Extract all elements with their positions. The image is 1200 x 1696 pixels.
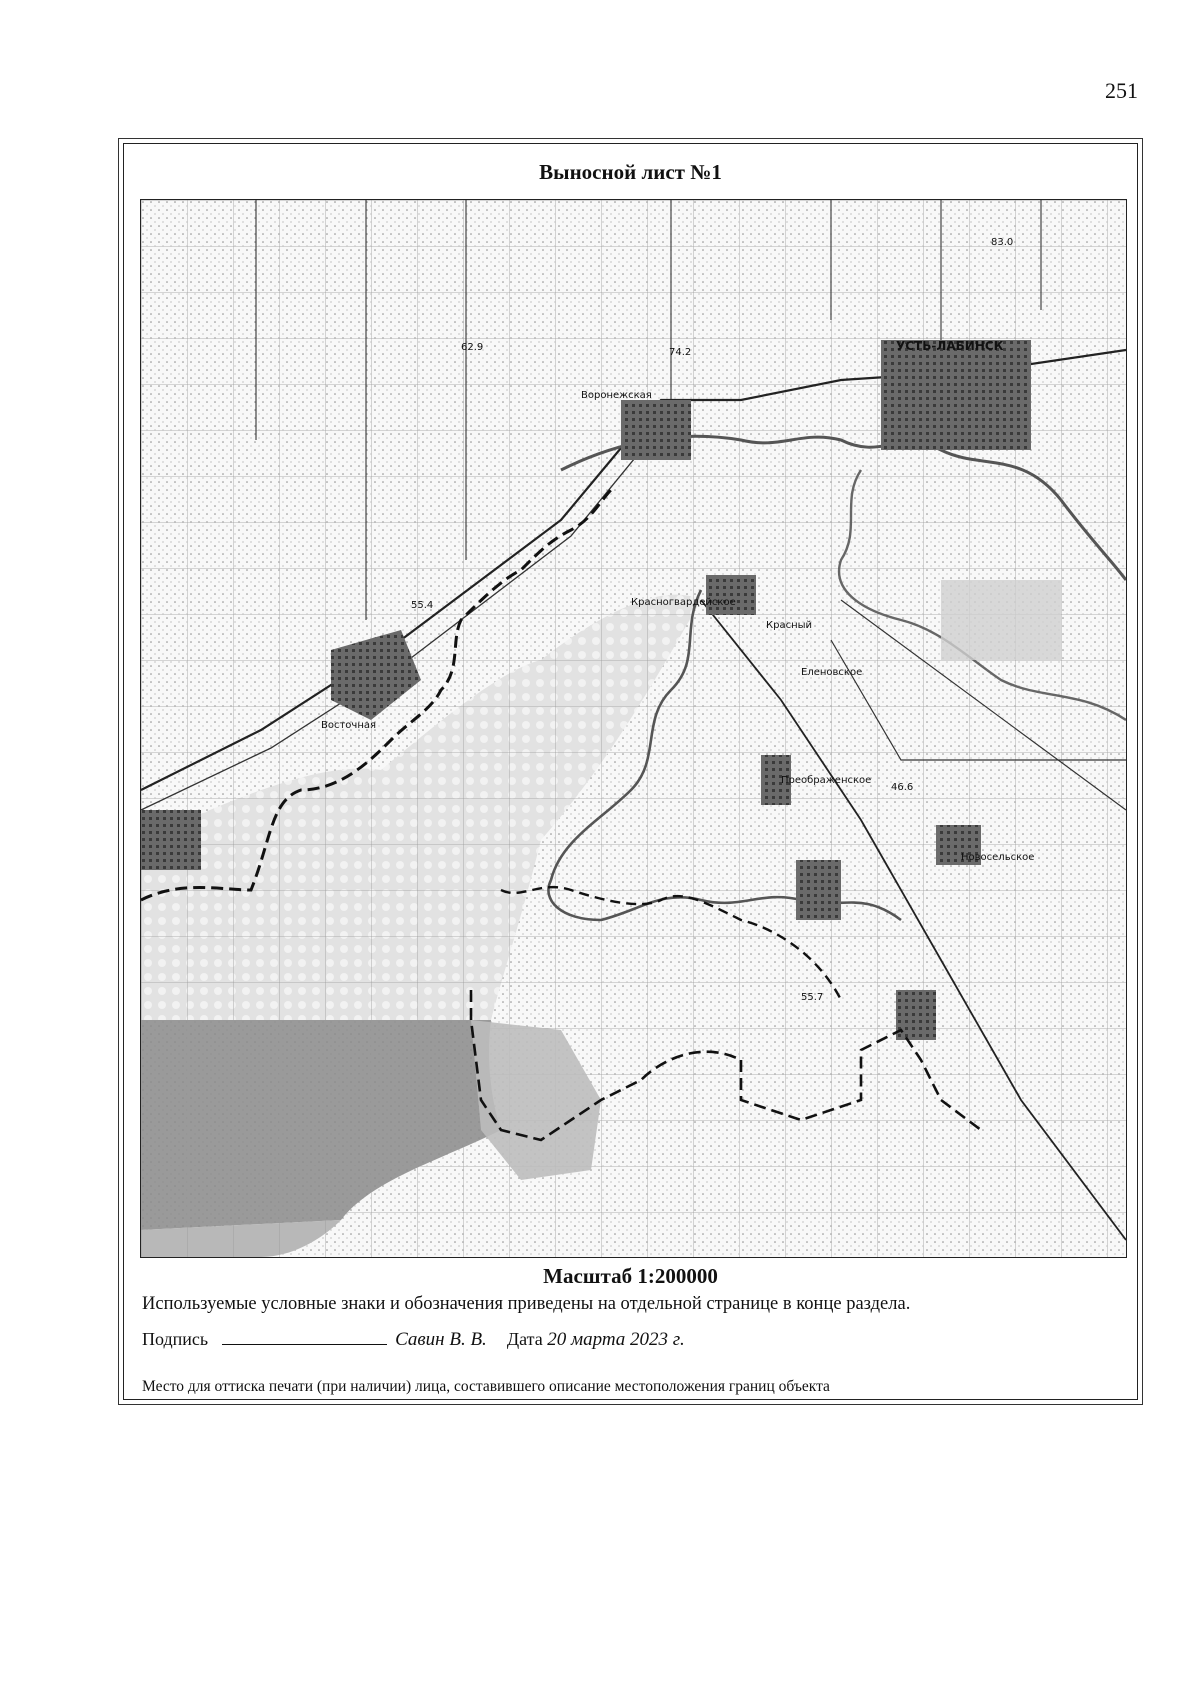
town-voronezhskaya — [621, 400, 691, 460]
town-west — [141, 810, 201, 870]
signer-name: Савин В. В. — [395, 1329, 487, 1350]
label-krasnyy: Красный — [766, 620, 813, 631]
map-canvas — [141, 200, 1126, 1257]
label-vostochnaya: Восточная — [321, 720, 377, 731]
spot-height: 55.4 — [411, 600, 434, 611]
town-beloe — [796, 860, 841, 920]
spot-height: 83.0 — [991, 237, 1014, 248]
label-voronezhskaya: Воронежская — [581, 390, 652, 401]
label-novoselskoe: Новосельское — [961, 852, 1035, 863]
sheet-frame-inner — [123, 143, 1138, 1400]
town-ust-labinsk — [881, 340, 1031, 450]
label-krasnogvardeyskoe: Красногвардейское — [631, 597, 736, 608]
airfield — [941, 580, 1061, 660]
label-ust-labinsk: УСТЬ-ЛАБИНСК — [896, 339, 1004, 353]
town-krasnogvardeyskoe — [706, 575, 756, 615]
legend-note: Используемые условные знаки и обозначения приведены на отдельной странице в конце раздела. — [142, 1294, 911, 1314]
stamp-note: Место для оттиска печати (при наличии) лица, составившего описание местоположения границ объекта — [142, 1378, 830, 1395]
signature-label: Подпись — [142, 1329, 209, 1349]
spot-height: 74.2 — [669, 347, 692, 358]
label-elenovskoe: Еленовское — [801, 667, 863, 678]
signature-block — [142, 1329, 685, 1351]
page-number: 251 — [1105, 78, 1138, 103]
spot-height: 62.9 — [461, 342, 484, 353]
spot-height: 46.6 — [891, 782, 914, 793]
date-label: Дата — [506, 1329, 543, 1349]
sheet-title: Выносной лист №1 — [539, 160, 722, 184]
map-scale: Масштаб 1:200000 — [543, 1264, 718, 1288]
signature-date: 20 марта 2023 г. — [547, 1329, 685, 1350]
spot-height: 55.7 — [801, 992, 824, 1003]
label-preobrazhenskoe: Преображенское — [781, 775, 872, 786]
sheet-frame — [118, 138, 1143, 1405]
topographic-map — [140, 199, 1127, 1258]
signature-blank — [222, 1330, 387, 1345]
